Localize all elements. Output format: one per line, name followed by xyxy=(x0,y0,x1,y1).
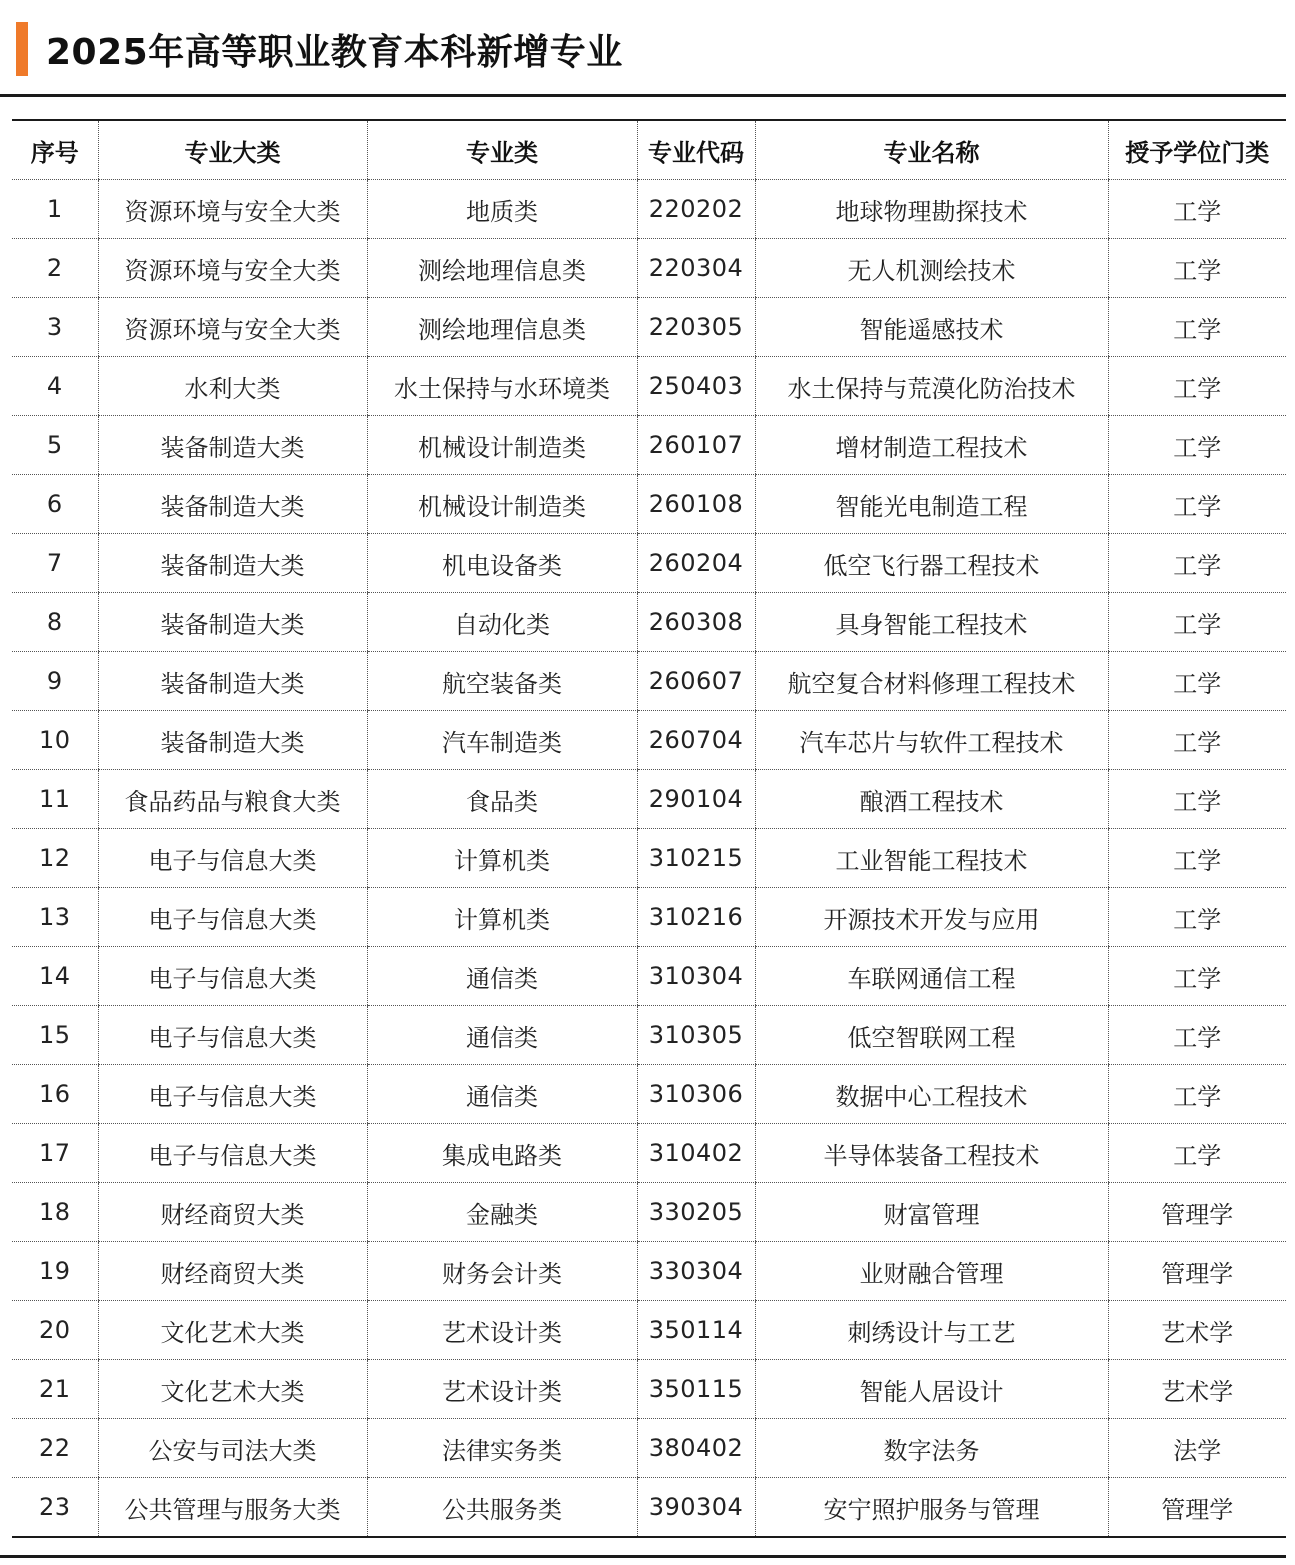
cell-major-category: 电子与信息大类 xyxy=(98,888,367,947)
cell-major-class: 汽车制造类 xyxy=(367,711,637,770)
cell-major-class: 水土保持与水环境类 xyxy=(367,357,637,416)
cell-major-name: 航空复合材料修理工程技术 xyxy=(755,652,1108,711)
cell-major-code: 350115 xyxy=(637,1360,755,1419)
cell-major-name: 地球物理勘探技术 xyxy=(755,180,1108,239)
table-row xyxy=(12,1006,1286,1065)
cell-degree-category: 工学 xyxy=(1108,770,1286,829)
bottom-divider xyxy=(0,1555,1286,1558)
cell-major-category: 装备制造大类 xyxy=(98,475,367,534)
table-row xyxy=(12,829,1286,888)
cell-major-code: 260107 xyxy=(637,416,755,475)
cell-major-category: 装备制造大类 xyxy=(98,534,367,593)
cell-major-category: 电子与信息大类 xyxy=(98,1006,367,1065)
cell-major-category: 电子与信息大类 xyxy=(98,947,367,1006)
cell-major-name: 车联网通信工程 xyxy=(755,947,1108,1006)
page-title: 2025年高等职业教育本科新增专业 xyxy=(46,31,623,73)
cell-major-category: 水利大类 xyxy=(98,357,367,416)
cell-major-class: 机械设计制造类 xyxy=(367,475,637,534)
cell-major-name: 无人机测绘技术 xyxy=(755,239,1108,298)
cell-major-name: 智能人居设计 xyxy=(755,1360,1108,1419)
cell-index: 19 xyxy=(12,1242,98,1301)
table-header-row xyxy=(12,120,1286,180)
header-major-name: 专业名称 xyxy=(755,120,1108,180)
cell-major-class: 计算机类 xyxy=(367,888,637,947)
cell-index: 13 xyxy=(12,888,98,947)
cell-major-code: 310306 xyxy=(637,1065,755,1124)
cell-major-name: 业财融合管理 xyxy=(755,1242,1108,1301)
table-row xyxy=(12,1124,1286,1183)
header-index: 序号 xyxy=(12,120,98,180)
cell-degree-category: 工学 xyxy=(1108,357,1286,416)
table-row xyxy=(12,888,1286,947)
cell-index: 8 xyxy=(12,593,98,652)
cell-major-name: 汽车芯片与软件工程技术 xyxy=(755,711,1108,770)
cell-major-name: 开源技术开发与应用 xyxy=(755,888,1108,947)
cell-degree-category: 管理学 xyxy=(1108,1242,1286,1301)
cell-major-class: 机械设计制造类 xyxy=(367,416,637,475)
table-row xyxy=(12,475,1286,534)
cell-major-category: 装备制造大类 xyxy=(98,416,367,475)
cell-major-category: 公安与司法大类 xyxy=(98,1419,367,1478)
cell-degree-category: 工学 xyxy=(1108,593,1286,652)
cell-major-class: 航空装备类 xyxy=(367,652,637,711)
cell-major-category: 资源环境与安全大类 xyxy=(98,239,367,298)
cell-major-code: 260204 xyxy=(637,534,755,593)
cell-major-code: 330205 xyxy=(637,1183,755,1242)
cell-major-code: 350114 xyxy=(637,1301,755,1360)
cell-major-code: 220202 xyxy=(637,180,755,239)
cell-major-class: 通信类 xyxy=(367,1065,637,1124)
cell-major-category: 文化艺术大类 xyxy=(98,1301,367,1360)
cell-major-code: 220305 xyxy=(637,298,755,357)
title-accent-bar xyxy=(16,22,28,76)
cell-index: 7 xyxy=(12,534,98,593)
cell-major-code: 390304 xyxy=(637,1478,755,1538)
cell-major-name: 增材制造工程技术 xyxy=(755,416,1108,475)
cell-index: 12 xyxy=(12,829,98,888)
cell-degree-category: 工学 xyxy=(1108,947,1286,1006)
table-row xyxy=(12,298,1286,357)
cell-major-category: 装备制造大类 xyxy=(98,652,367,711)
cell-major-class: 计算机类 xyxy=(367,829,637,888)
cell-major-class: 机电设备类 xyxy=(367,534,637,593)
table-row xyxy=(12,711,1286,770)
cell-major-code: 380402 xyxy=(637,1419,755,1478)
cell-major-name: 水土保持与荒漠化防治技术 xyxy=(755,357,1108,416)
cell-major-code: 260607 xyxy=(637,652,755,711)
cell-major-class: 通信类 xyxy=(367,947,637,1006)
cell-index: 16 xyxy=(12,1065,98,1124)
cell-major-name: 安宁照护服务与管理 xyxy=(755,1478,1108,1538)
cell-major-code: 330304 xyxy=(637,1242,755,1301)
cell-index: 18 xyxy=(12,1183,98,1242)
cell-major-category: 财经商贸大类 xyxy=(98,1183,367,1242)
cell-index: 22 xyxy=(12,1419,98,1478)
cell-degree-category: 工学 xyxy=(1108,888,1286,947)
cell-degree-category: 法学 xyxy=(1108,1419,1286,1478)
cell-index: 11 xyxy=(12,770,98,829)
header-major-code: 专业代码 xyxy=(637,120,755,180)
cell-major-class: 艺术设计类 xyxy=(367,1360,637,1419)
cell-major-name: 数字法务 xyxy=(755,1419,1108,1478)
cell-degree-category: 工学 xyxy=(1108,534,1286,593)
cell-major-category: 电子与信息大类 xyxy=(98,1065,367,1124)
majors-table xyxy=(12,119,1286,1538)
table-body xyxy=(12,180,1286,1538)
cell-major-code: 310216 xyxy=(637,888,755,947)
cell-major-name: 具身智能工程技术 xyxy=(755,593,1108,652)
cell-major-category: 电子与信息大类 xyxy=(98,829,367,888)
cell-index: 20 xyxy=(12,1301,98,1360)
cell-major-code: 310304 xyxy=(637,947,755,1006)
cell-major-class: 法律实务类 xyxy=(367,1419,637,1478)
cell-major-class: 艺术设计类 xyxy=(367,1301,637,1360)
header-major-class: 专业类 xyxy=(367,120,637,180)
cell-degree-category: 艺术学 xyxy=(1108,1301,1286,1360)
cell-major-class: 集成电路类 xyxy=(367,1124,637,1183)
cell-degree-category: 工学 xyxy=(1108,180,1286,239)
cell-major-name: 低空飞行器工程技术 xyxy=(755,534,1108,593)
cell-degree-category: 工学 xyxy=(1108,711,1286,770)
cell-index: 21 xyxy=(12,1360,98,1419)
title-bar xyxy=(16,22,623,76)
cell-degree-category: 工学 xyxy=(1108,1006,1286,1065)
table-row xyxy=(12,1065,1286,1124)
cell-major-category: 资源环境与安全大类 xyxy=(98,298,367,357)
cell-degree-category: 艺术学 xyxy=(1108,1360,1286,1419)
cell-major-class: 财务会计类 xyxy=(367,1242,637,1301)
cell-index: 4 xyxy=(12,357,98,416)
cell-index: 10 xyxy=(12,711,98,770)
table-row xyxy=(12,1360,1286,1419)
cell-index: 3 xyxy=(12,298,98,357)
cell-major-category: 装备制造大类 xyxy=(98,711,367,770)
cell-degree-category: 管理学 xyxy=(1108,1478,1286,1538)
cell-index: 23 xyxy=(38,1493,71,1521)
cell-major-class: 公共服务类 xyxy=(367,1478,637,1538)
cell-major-category: 食品药品与粮食大类 xyxy=(98,770,367,829)
cell-index: 9 xyxy=(12,652,98,711)
table-row xyxy=(12,1183,1286,1242)
cell-major-class: 食品类 xyxy=(367,770,637,829)
cell-major-class: 金融类 xyxy=(367,1183,637,1242)
table-row xyxy=(12,1242,1286,1301)
cell-degree-category: 工学 xyxy=(1108,239,1286,298)
cell-major-class: 自动化类 xyxy=(367,593,637,652)
cell-major-category: 公共管理与服务大类 xyxy=(98,1478,367,1538)
cell-major-name: 财富管理 xyxy=(755,1183,1108,1242)
table-row xyxy=(12,1419,1286,1478)
cell-degree-category: 工学 xyxy=(1108,416,1286,475)
cell-index: 5 xyxy=(12,416,98,475)
cell-major-class: 地质类 xyxy=(367,180,637,239)
table-row xyxy=(12,416,1286,475)
cell-major-code: 260108 xyxy=(637,475,755,534)
cell-major-category: 电子与信息大类 xyxy=(98,1124,367,1183)
table-row xyxy=(12,1301,1286,1360)
cell-major-category: 文化艺术大类 xyxy=(98,1360,367,1419)
cell-major-name: 数据中心工程技术 xyxy=(755,1065,1108,1124)
cell-major-code: 310305 xyxy=(637,1006,755,1065)
cell-degree-category: 工学 xyxy=(1108,1124,1286,1183)
cell-major-class: 测绘地理信息类 xyxy=(367,239,637,298)
cell-index: 14 xyxy=(12,947,98,1006)
cell-index: 1 xyxy=(12,180,98,239)
table-row xyxy=(12,534,1286,593)
cell-degree-category: 工学 xyxy=(1108,298,1286,357)
table-row xyxy=(12,652,1286,711)
cell-degree-category: 管理学 xyxy=(1108,1183,1286,1242)
table-row xyxy=(12,770,1286,829)
cell-major-name: 半导体装备工程技术 xyxy=(755,1124,1108,1183)
cell-degree-category: 工学 xyxy=(1108,475,1286,534)
header-major-category: 专业大类 xyxy=(98,120,367,180)
cell-major-code: 260704 xyxy=(637,711,755,770)
cell-major-code: 310215 xyxy=(637,829,755,888)
cell-major-class: 通信类 xyxy=(367,1006,637,1065)
cell-major-code: 290104 xyxy=(637,770,755,829)
cell-index: 17 xyxy=(12,1124,98,1183)
cell-degree-category: 工学 xyxy=(1108,652,1286,711)
cell-degree-category: 工学 xyxy=(1108,829,1286,888)
cell-major-code: 260308 xyxy=(637,593,755,652)
cell-major-name: 智能光电制造工程 xyxy=(755,475,1108,534)
cell-major-code: 310402 xyxy=(637,1124,755,1183)
header-degree-category: 授予学位门类 xyxy=(1108,120,1286,180)
cell-major-code: 250403 xyxy=(637,357,755,416)
table-row xyxy=(12,180,1286,239)
top-divider xyxy=(0,94,1286,97)
table-row xyxy=(12,239,1286,298)
table-row xyxy=(12,947,1286,1006)
table-row xyxy=(12,1478,1286,1538)
cell-major-code: 220304 xyxy=(637,239,755,298)
cell-index: 15 xyxy=(12,1006,98,1065)
cell-major-category: 资源环境与安全大类 xyxy=(98,180,367,239)
table-row xyxy=(12,593,1286,652)
cell-major-name: 低空智联网工程 xyxy=(755,1006,1108,1065)
cell-major-category: 装备制造大类 xyxy=(98,593,367,652)
table-row xyxy=(12,357,1286,416)
cell-index: 2 xyxy=(12,239,98,298)
cell-degree-category: 工学 xyxy=(1108,1065,1286,1124)
cell-major-category: 财经商贸大类 xyxy=(98,1242,367,1301)
cell-index: 6 xyxy=(12,475,98,534)
cell-major-name: 酿酒工程技术 xyxy=(755,770,1108,829)
cell-major-name: 刺绣设计与工艺 xyxy=(755,1301,1108,1360)
cell-major-class: 测绘地理信息类 xyxy=(367,298,637,357)
cell-major-name: 工业智能工程技术 xyxy=(755,829,1108,888)
cell-major-name: 智能遥感技术 xyxy=(755,298,1108,357)
